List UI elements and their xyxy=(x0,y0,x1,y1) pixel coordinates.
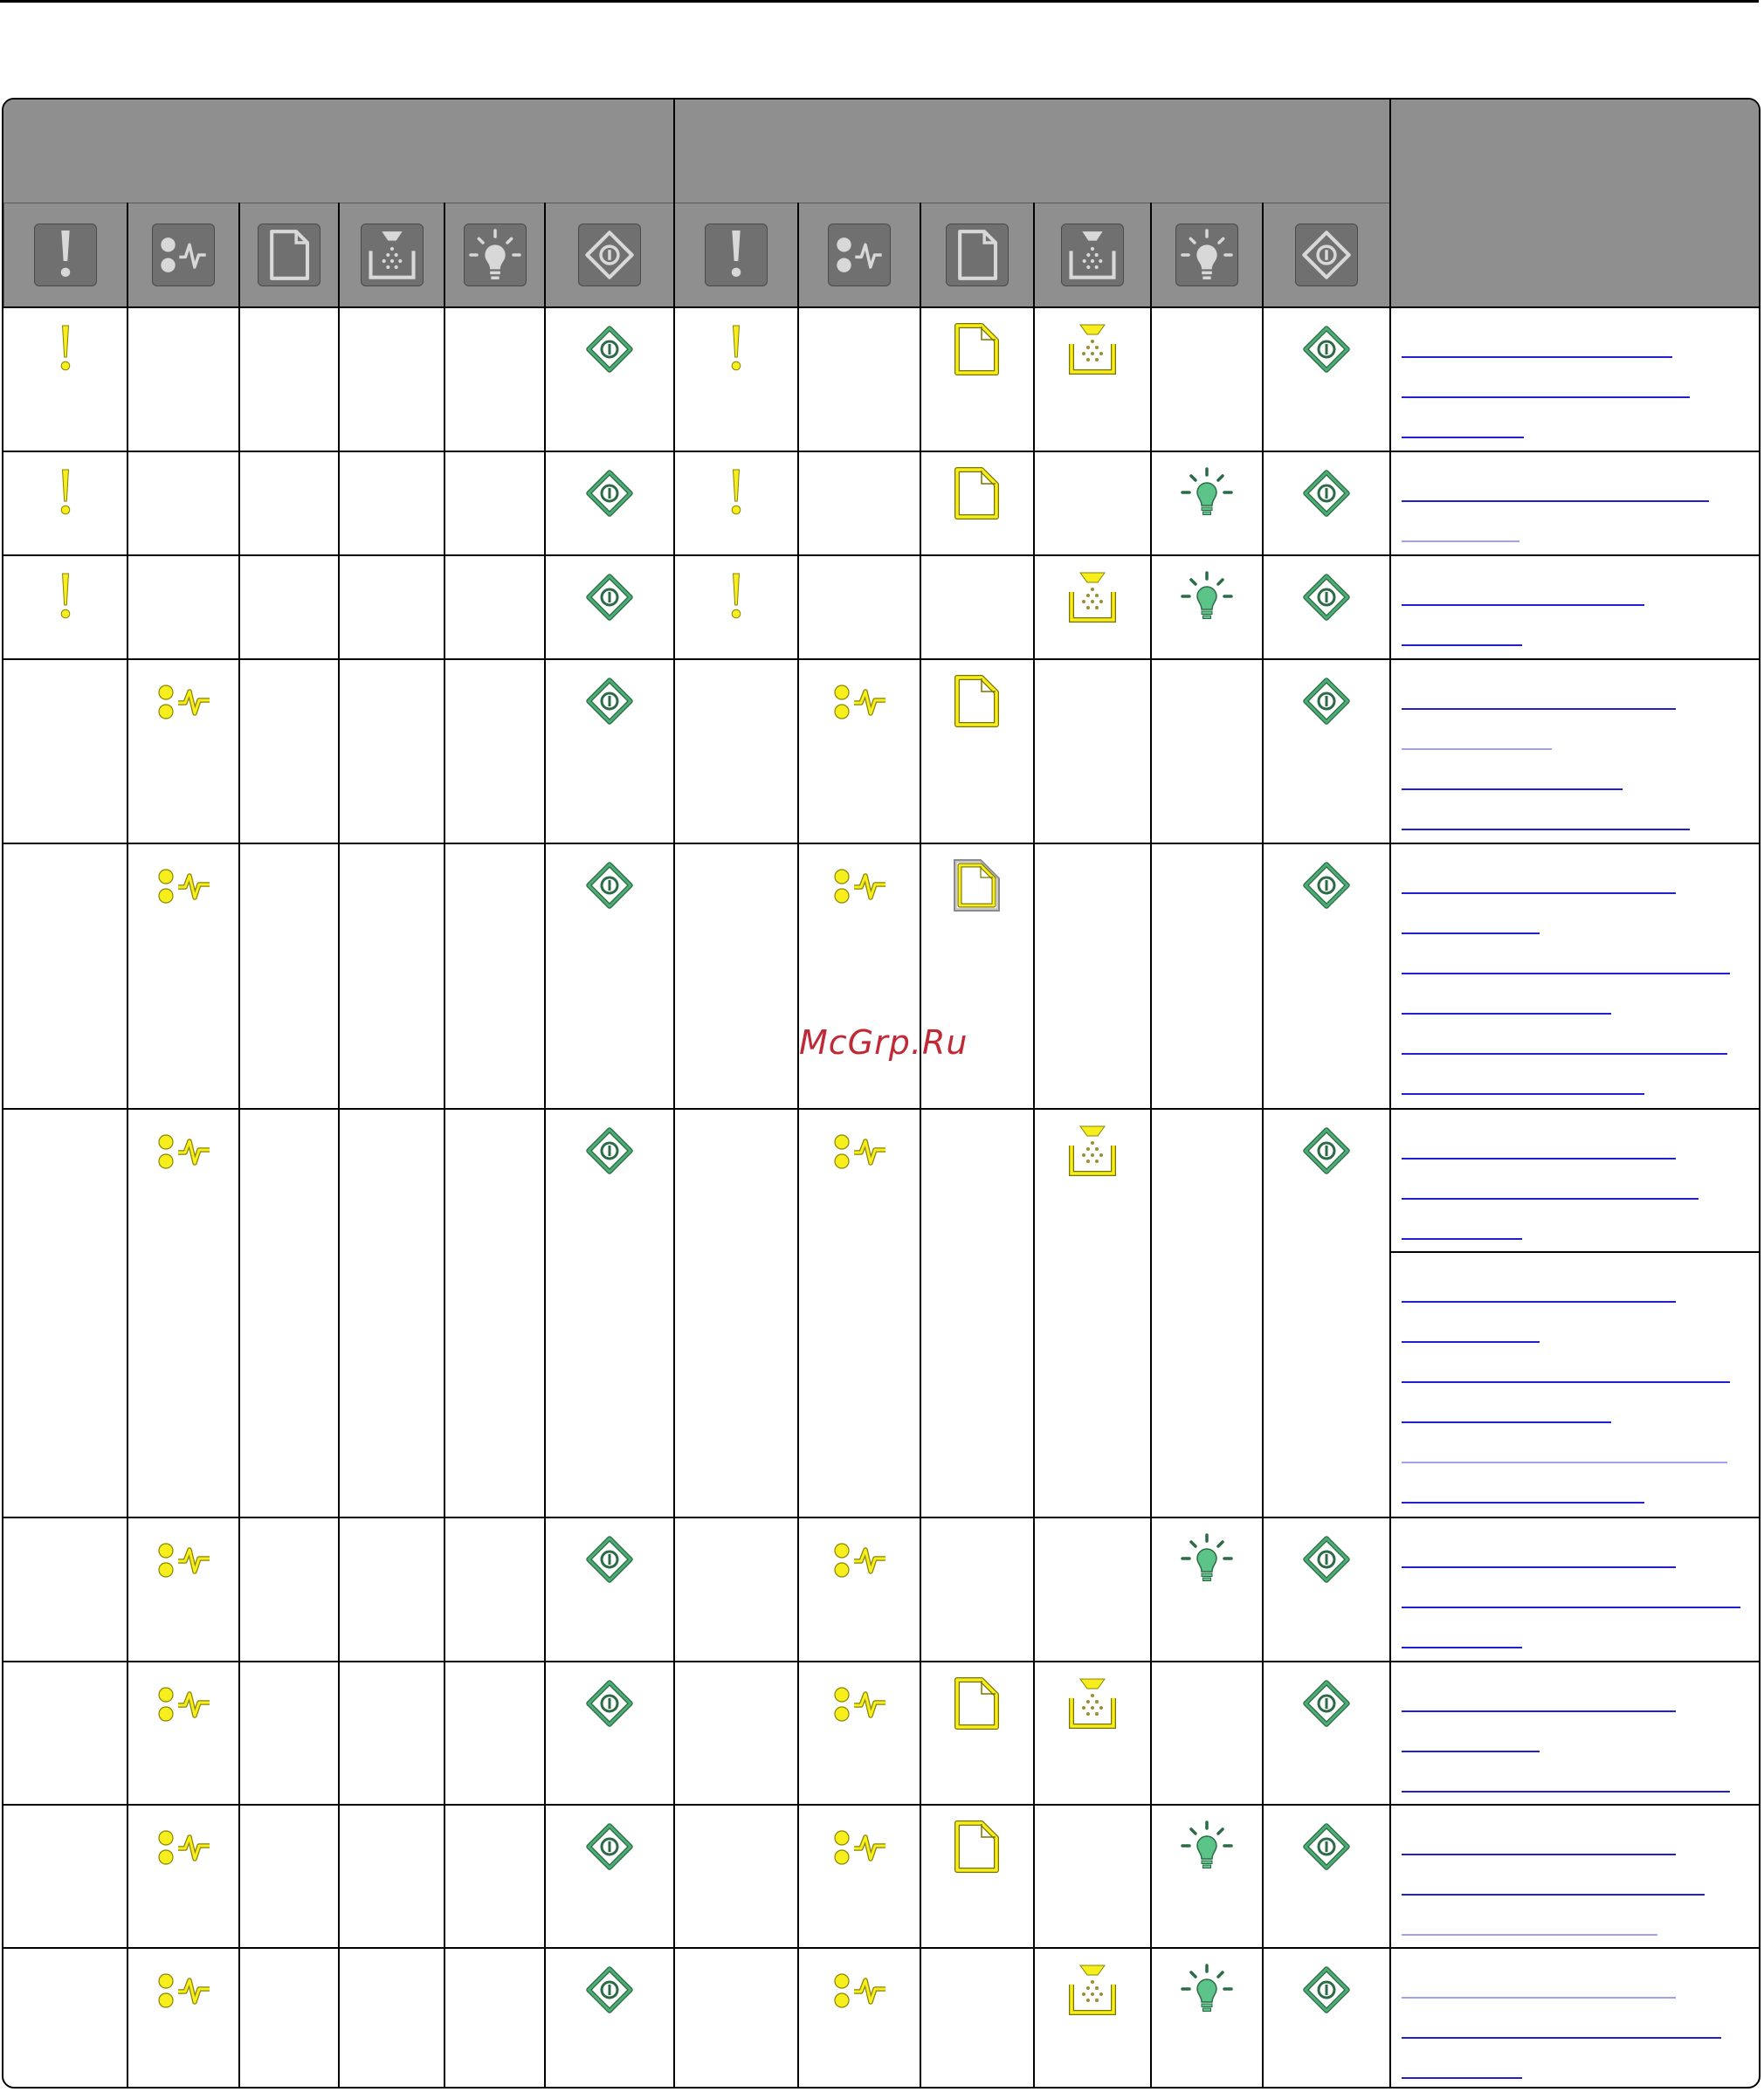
header-group-left xyxy=(3,100,674,203)
reference-link[interactable] xyxy=(1402,398,1524,438)
warning-icon xyxy=(710,571,762,623)
row-rule xyxy=(3,554,1761,556)
sequence-icon xyxy=(152,1125,215,1177)
grid-line xyxy=(338,203,340,2089)
light-icon xyxy=(1181,1533,1233,1586)
row-rule xyxy=(3,1108,1761,1110)
sequence-icon xyxy=(152,1820,215,1873)
reference-link[interactable] xyxy=(1402,1383,1611,1423)
reference-link[interactable] xyxy=(1402,1672,1676,1712)
reference-link[interactable] xyxy=(1402,790,1690,830)
reference-link[interactable] xyxy=(1402,1263,1676,1303)
toner-icon xyxy=(1066,1677,1119,1730)
toner-icon xyxy=(1066,1964,1119,2016)
start-icon xyxy=(583,467,636,520)
reference-link[interactable] xyxy=(1402,566,1644,606)
start-icon xyxy=(583,1677,636,1730)
grid-divider xyxy=(673,100,675,2089)
reference-link[interactable] xyxy=(1402,1608,1522,1648)
reference-link[interactable] xyxy=(1402,1568,1740,1608)
reference-link[interactable] xyxy=(1402,606,1522,646)
warning-icon xyxy=(710,323,762,375)
header-bottom-rule xyxy=(3,306,1761,308)
start-icon xyxy=(583,1820,636,1873)
reference-link[interactable] xyxy=(1402,934,1730,974)
paper-icon xyxy=(951,1677,1003,1730)
reference-link[interactable] xyxy=(1402,1896,1657,1936)
sequence-icon xyxy=(828,859,891,912)
header-sequence-icon xyxy=(828,224,891,286)
paper-icon xyxy=(951,467,1003,520)
paper-icon xyxy=(951,675,1003,727)
header-light-icon xyxy=(464,224,527,286)
row-rule xyxy=(3,451,1761,452)
row-rule xyxy=(3,1661,1761,1662)
start-icon xyxy=(1300,1820,1353,1873)
notes-split-rule xyxy=(1390,1251,1761,1253)
header-notes xyxy=(1390,100,1761,307)
reference-link[interactable] xyxy=(1402,1200,1522,1240)
row-rule xyxy=(3,1947,1761,1949)
reference-link[interactable] xyxy=(1402,1119,1676,1160)
sequence-icon xyxy=(828,1677,891,1730)
sequence-icon xyxy=(828,1533,891,1586)
page-top-rule xyxy=(0,0,1759,3)
light-icon xyxy=(1181,1820,1233,1873)
sequence-icon xyxy=(828,1964,891,2016)
paper-icon xyxy=(951,1820,1003,1873)
header-sequence-icon xyxy=(152,224,215,286)
grid-line xyxy=(238,203,240,2089)
sequence-icon xyxy=(152,1677,215,1730)
reference-link[interactable] xyxy=(1402,894,1540,934)
start-icon xyxy=(1300,571,1353,623)
toner-icon xyxy=(1066,1125,1119,1177)
start-icon xyxy=(583,1125,636,1177)
light-icon xyxy=(1181,467,1233,520)
warning-icon xyxy=(39,467,92,520)
reference-link[interactable] xyxy=(1402,1303,1540,1343)
start-icon xyxy=(1300,1964,1353,2016)
sequence-icon xyxy=(828,675,891,727)
sequence-icon xyxy=(152,859,215,912)
reference-link[interactable] xyxy=(1402,710,1552,750)
reference-link[interactable] xyxy=(1402,1855,1705,1896)
paper-icon xyxy=(951,323,1003,375)
warning-icon xyxy=(710,467,762,520)
reference-link[interactable] xyxy=(1402,1343,1730,1383)
reference-link[interactable] xyxy=(1402,1423,1727,1463)
grid-line xyxy=(1150,203,1152,2089)
reference-link[interactable] xyxy=(1402,1958,1676,1999)
reference-link[interactable] xyxy=(1402,974,1611,1015)
start-icon xyxy=(583,1533,636,1586)
start-icon xyxy=(583,323,636,375)
reference-link[interactable] xyxy=(1402,750,1623,790)
header-toner-icon xyxy=(361,224,424,286)
led-status-table xyxy=(2,98,1761,2089)
grid-line xyxy=(920,203,921,2089)
row-rule xyxy=(3,658,1761,660)
light-icon xyxy=(1181,1964,1233,2016)
toner-icon xyxy=(1066,323,1119,375)
sequence-icon xyxy=(152,1533,215,1586)
light-icon xyxy=(1181,571,1233,623)
header-light-icon xyxy=(1175,224,1238,286)
reference-link[interactable] xyxy=(1402,1815,1676,1855)
grid-line xyxy=(127,203,128,2089)
start-icon xyxy=(1300,1125,1353,1177)
watermark: McGrp.Ru xyxy=(799,1023,968,1062)
reference-link[interactable] xyxy=(1402,462,1709,502)
reference-link[interactable] xyxy=(1402,1712,1540,1752)
row-rule xyxy=(3,1517,1761,1518)
reference-link[interactable] xyxy=(1402,1528,1676,1568)
reference-link[interactable] xyxy=(1402,1752,1730,1793)
header-group-right xyxy=(674,100,1390,203)
grid-line xyxy=(1262,203,1264,2089)
grid-line xyxy=(544,203,546,2089)
reference-link[interactable] xyxy=(1402,854,1676,894)
sequence-icon xyxy=(828,1125,891,1177)
grid-line xyxy=(444,203,445,2089)
start-icon xyxy=(583,1964,636,2016)
sequence-icon xyxy=(152,1964,215,2016)
reference-link[interactable] xyxy=(1402,318,1672,358)
header-warning-icon xyxy=(705,224,768,286)
start-icon xyxy=(583,675,636,727)
reference-link[interactable] xyxy=(1402,1015,1727,1055)
header-warning-icon xyxy=(34,224,97,286)
reference-link[interactable] xyxy=(1402,1055,1644,1095)
header-toner-icon xyxy=(1061,224,1124,286)
warning-icon xyxy=(39,571,92,623)
toner-icon xyxy=(1066,571,1119,623)
start-icon xyxy=(1300,467,1353,520)
sequence-icon xyxy=(152,675,215,727)
reference-link[interactable] xyxy=(1402,358,1690,398)
reference-link[interactable] xyxy=(1402,1160,1699,1200)
header-start-icon xyxy=(1295,224,1358,286)
reference-link[interactable] xyxy=(1402,670,1676,710)
sequence-icon xyxy=(828,1820,891,1873)
start-icon xyxy=(1300,859,1353,912)
start-icon xyxy=(1300,1677,1353,1730)
start-icon xyxy=(1300,1533,1353,1586)
paper-stack-icon xyxy=(951,859,1003,912)
start-icon xyxy=(583,571,636,623)
reference-link[interactable] xyxy=(1402,1463,1644,1504)
row-rule xyxy=(3,1804,1761,1806)
reference-link[interactable] xyxy=(1402,502,1519,542)
grid-divider xyxy=(1389,100,1391,2089)
header-paper-icon xyxy=(946,224,1009,286)
reference-link[interactable] xyxy=(1402,1999,1721,2039)
grid-line xyxy=(1033,203,1035,2089)
row-rule xyxy=(3,843,1761,844)
header-start-icon xyxy=(578,224,641,286)
warning-icon xyxy=(39,323,92,375)
reference-link[interactable] xyxy=(1402,2039,1522,2079)
start-icon xyxy=(1300,675,1353,727)
start-icon xyxy=(1300,323,1353,375)
start-icon xyxy=(583,859,636,912)
header-paper-icon xyxy=(258,224,320,286)
grid-line xyxy=(797,203,799,2089)
